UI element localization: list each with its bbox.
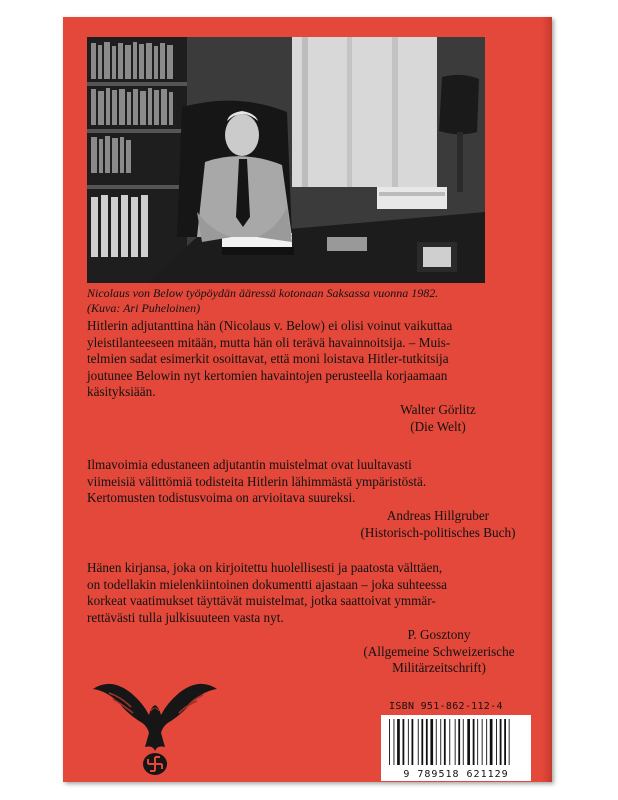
quote-line: Hänen kirjansa, joka on kirjoitettu huolellisesti ja paatosta välttäen,	[87, 560, 443, 575]
quote-2-attribution	[353, 508, 523, 541]
caption-credit: (Kuva: Ari Puheloinen)	[87, 301, 201, 315]
quote-1-text	[87, 318, 517, 401]
quote-1-attribution	[393, 402, 483, 435]
isbn-text: ISBN 951-862-112-4	[389, 701, 503, 712]
quote-line: yleistilanteeseen mitään, mutta hän oli terävä havainnoitsija. – Muis-	[87, 334, 451, 350]
quote-line: korkeat vaatimukset täyttävät muistelmat, jotka saattoivat ymmär-	[87, 593, 436, 609]
quote-source: (Historisch-politisches Buch)	[360, 524, 516, 540]
luftwaffe-eagle-icon	[91, 667, 219, 779]
quote-line: on todellakin mielenkiintoinen dokumentti ajastaan – joka suhteessa	[87, 576, 448, 592]
quote-line: käsityksiään.	[87, 384, 156, 400]
quote-2-text	[87, 457, 517, 507]
quote-author: Walter Görlitz	[400, 402, 476, 417]
quote-line: Hitlerin adjutanttina hän (Nicolaus v. Below) ei olisi voinut vaikuttaa	[87, 318, 453, 333]
quote-line: rettävästi tulla julkisuuteen vasta nyt.	[87, 609, 284, 625]
quote-source: (Die Welt)	[410, 418, 466, 434]
barcode-number: 9 789518 621129	[403, 769, 509, 780]
quote-3-text	[87, 560, 517, 626]
quote-source: Militärzeitschrift)	[392, 660, 486, 676]
photo-caption	[87, 286, 527, 316]
caption-line: Nicolaus von Below työpöydän ääressä kotonaan Saksassa vuonna 1982.	[87, 286, 439, 300]
quote-line: joutunee Belowin nyt kertomien havaintojen perusteella korjaamaan	[87, 367, 448, 383]
quote-3-attribution	[349, 627, 529, 677]
cover-edge	[542, 17, 552, 782]
barcode	[381, 715, 531, 781]
quote-source: (Allgemeine Schweizerische	[363, 643, 515, 659]
author-photo	[87, 37, 485, 283]
quote-author: Andreas Hillgruber	[386, 508, 490, 523]
quote-line: telmien sadat esimerkit osoittavat, että moni loistava Hitler-tutkitsija	[87, 351, 449, 367]
quote-line: Kertomusten todistusvoima on arvioitava suureksi.	[87, 490, 356, 506]
book-back-cover	[63, 17, 552, 782]
quote-line: viimeisiä välittömiä todisteita Hitlerin lähimmästä ympäristöstä.	[87, 473, 427, 489]
quote-author: P. Gosztony	[407, 627, 471, 642]
quote-line: Ilmavoimia edustaneen adjutantin muistelmat ovat luultavasti	[87, 457, 412, 472]
